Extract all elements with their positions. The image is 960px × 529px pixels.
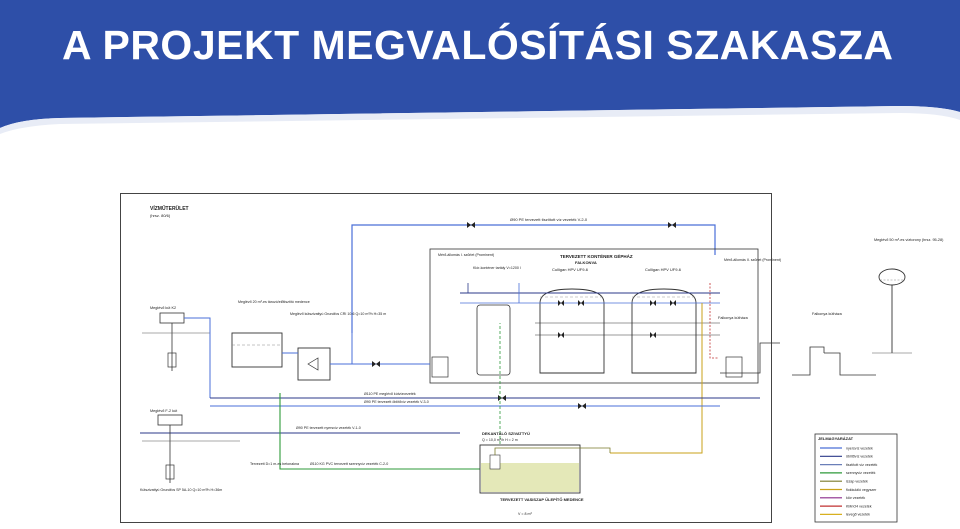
legend-item-label: öblítővíz vezeték bbox=[846, 454, 873, 459]
sump-volume-label: V = 8 m³ bbox=[518, 512, 532, 516]
title-banner bbox=[0, 0, 960, 135]
well-f2-pump-label: Kútszivattyú Grundfos SP 5A-10 Q=10 m³/h H=36m bbox=[140, 488, 223, 492]
sump-sub: Q = 10,0 m³/h H = 2 m bbox=[482, 438, 518, 442]
pump-label: Meglévő kútszivattyú Grundfos CRI 10-6 Q=10 m³/h H=35 m bbox=[290, 312, 387, 316]
legend-item-label: levegő vezeték bbox=[846, 512, 870, 517]
recipient-label: Tervezett D=1 m-es betonakna bbox=[250, 462, 300, 466]
container-title: TERVEZETT KONTÉNER GÉPHÁZ bbox=[560, 254, 633, 259]
chlorine-label: Klór-konténer tartály V=1200 l bbox=[473, 266, 521, 270]
water-tower-tank bbox=[879, 269, 905, 285]
sump-basin-label: TERVEZETT VASISZAP ÜLEPÍTŐ MEDENCE bbox=[500, 497, 584, 502]
pipe-raw-label: Ø110 PE meglévő kútvízvezeték bbox=[364, 392, 416, 396]
legend-item-label: tisztított víz vezeték bbox=[846, 462, 878, 467]
well-f2-label: Meglévő F-2 kút bbox=[150, 409, 178, 413]
right-schematic bbox=[780, 225, 944, 525]
pipe-sewer-label: Ø110 KG PVC tervezett szennyvíz vezeték C-2-0 bbox=[310, 462, 389, 466]
legend-item-label: klór vezeték bbox=[846, 496, 866, 501]
pipe-lower-label: Ø90 PE tervezett nyersvíz vezeték V-1-0 bbox=[296, 426, 361, 430]
right-pipe bbox=[792, 347, 824, 375]
reservoir-label: Meglévő 20 m³-es tározó/előtisztító medence bbox=[238, 300, 310, 304]
legend-item-label: KMnO4 vezeték bbox=[846, 504, 872, 509]
filter-vessel-2 bbox=[632, 289, 696, 373]
filter-vessel-1 bbox=[540, 289, 604, 373]
chlorine-tank bbox=[477, 305, 510, 375]
reservoir bbox=[232, 333, 282, 367]
filter-1-label: Culligan HPV UF9-6 bbox=[552, 267, 589, 272]
page-title: A PROJEKT MEGVALÓSÍTÁSI SZAKASZA bbox=[62, 22, 894, 68]
well-k2-label: Meglévő kút K2 bbox=[150, 306, 177, 310]
sensor-left-label: Mérő-állomás I. szűrlet (Prominent) bbox=[438, 253, 495, 257]
legend-item-label: szennyvíz vezeték bbox=[846, 471, 876, 476]
site-sub-label: (hrsz. 80/6) bbox=[150, 213, 171, 218]
falkonya-house-label: Falkonya kútháza bbox=[812, 312, 842, 316]
site-label: VÍZMŰTERÜLET bbox=[150, 206, 189, 212]
sensor-right-label: Mérő-állomás II. szűrlet (Prominent) bbox=[724, 258, 782, 262]
container-sub: FALKONVA bbox=[575, 260, 597, 265]
sump-title: DEKANTÁLÓ SZIVATTYÚ bbox=[482, 431, 530, 436]
right-tank-label: Meglévő 50 m³-es víztorony (hrsz. 95-28) bbox=[874, 238, 944, 242]
legend-title: JELMAGYARÁZAT bbox=[818, 436, 854, 441]
legend-item-label: nyersvíz vezeték bbox=[846, 446, 873, 451]
legend-item-label: flokkuláló vegyszer bbox=[846, 487, 877, 492]
pipe-filter-label: Ø90 PE tervezett öblítővíz vezeték V-3-0 bbox=[364, 400, 429, 404]
legend-item-label: iszap vezeték bbox=[846, 479, 868, 484]
falkonya-label: Falkonya kútháza bbox=[718, 316, 748, 320]
decant-pump-icon bbox=[490, 455, 500, 469]
filter-2-label: Culligan HPV UF9-6 bbox=[645, 267, 682, 272]
process-schematic bbox=[120, 193, 782, 523]
top-pipe-label: Ø90 PE tervezett tisztított víz vezeték V-2-0 bbox=[510, 217, 588, 222]
